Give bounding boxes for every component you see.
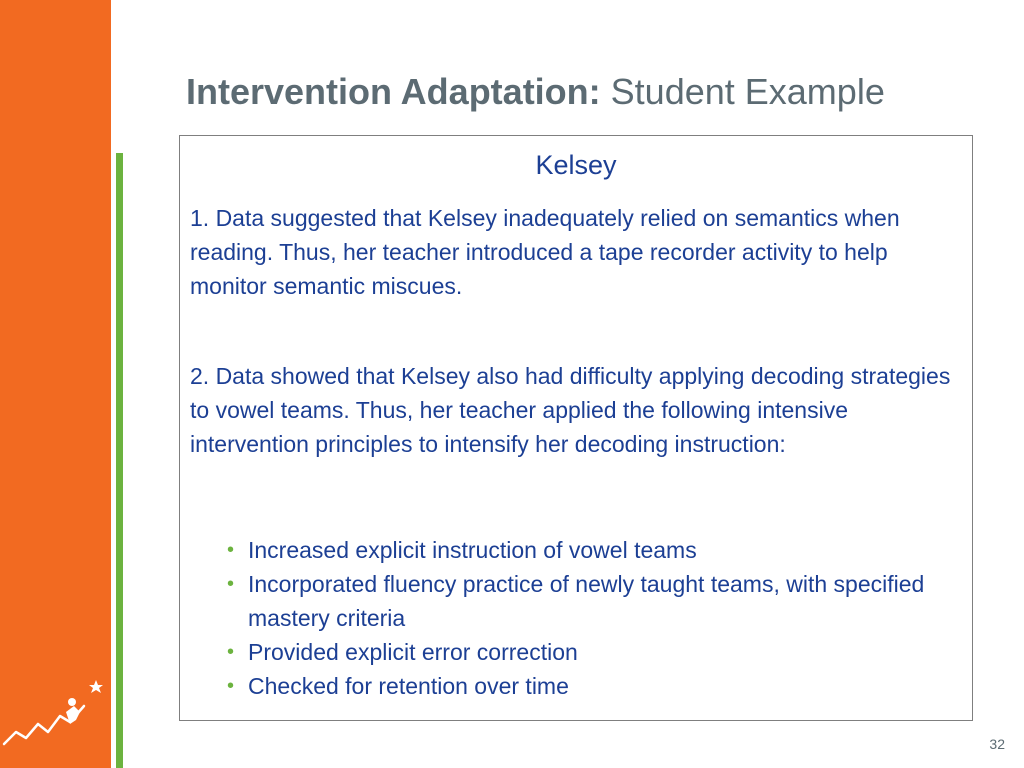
example-box [179,135,973,721]
accent-line [116,153,123,768]
title-bold: Intervention Adaptation: [186,71,601,112]
page-number: 32 [989,736,1005,752]
list-item [227,533,972,567]
list-item-text: Incorporated fluency practice of newly taught teams, with specified mastery criteria [248,571,925,631]
paragraph-1: 1. Data suggested that Kelsey inadequately relied on semantics when reading. Thus, her teacher introduced a tape recorder activity to help monitor semantic miscues. [190,205,900,299]
bullet-icon: • [227,675,235,697]
list-item [227,635,972,669]
principles-list [227,533,972,703]
list-item [227,669,972,703]
list-item-text: Checked for retention over time [248,673,569,699]
title-regular: Student Example [610,71,885,112]
list-item-text: Increased explicit instruction of vowel teams [248,537,697,563]
bullet-icon: • [227,539,235,561]
logo-icon [0,676,108,746]
bullet-icon: • [227,573,235,595]
list-item-text: Provided explicit error correction [248,639,578,665]
student-name-heading: Kelsey [535,150,617,180]
list-item [227,567,972,635]
page-title [186,70,885,114]
paragraph-2: 2. Data showed that Kelsey also had difficulty applying decoding strategies to vowel teams. Thus, her teacher applied the following intensive intervention principles to intensify her decoding instruction: [190,363,951,457]
side-bar [0,0,111,768]
bullet-icon: • [227,641,235,663]
